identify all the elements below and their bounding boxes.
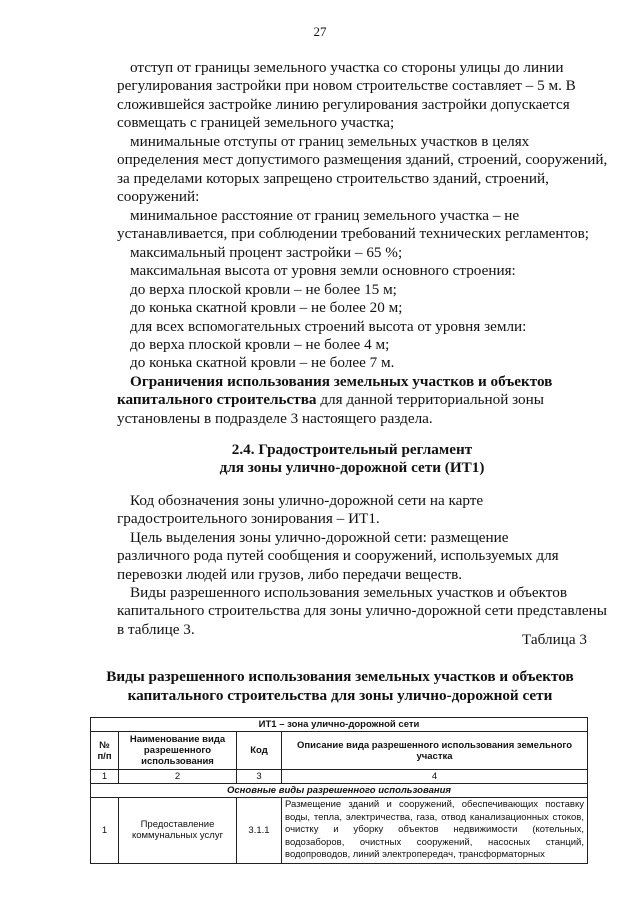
col-header-desc: Описание вида разрешенного использования земельного участка <box>282 732 588 770</box>
list-item: максимальный процент застройки – 65 %; <box>130 244 403 261</box>
column-index: 4 <box>282 770 588 784</box>
list-item: до верха плоской кровли – не более 4 м; <box>130 336 390 354</box>
text-line: регулирования застройки при новом строительстве составляет – 5 м. В <box>117 77 576 95</box>
text-line: устанавливается, при соблюдении требований технических регламентов; <box>117 225 589 243</box>
section-title-line: 2.4. Градостроительный регламент <box>231 441 473 458</box>
text-line: совмещать с границей земельного участка; <box>117 114 395 132</box>
text-line: установлены в подразделе 3 настоящего раздела. <box>117 409 433 427</box>
text-line: отступ от границы земельного участка со стороны улицы до линии <box>130 59 564 76</box>
paragraph-zone-goal <box>117 529 587 584</box>
text-line: за пределами которых запрещено строительство зданий, строений, <box>117 169 549 187</box>
table-title-line: капитального строительства для зоны улично-дорожной сети <box>127 687 553 704</box>
text-line: Виды разрешенного использования земельных участков и объектов <box>130 584 568 601</box>
zone-header: ИТ1 – зона улично-дорожной сети <box>91 718 588 732</box>
text-line: сооружений: <box>117 188 200 206</box>
list-item: до конька скатной кровли – не более 20 м; <box>130 299 403 317</box>
text-line: минимальное расстояние от границ земельного участка – не <box>130 207 520 224</box>
column-index: 3 <box>237 770 282 784</box>
section-heading <box>117 441 587 478</box>
list-item: до верха плоской кровли – не более 15 м; <box>130 280 397 298</box>
text-line: перевозки людей или грузов, либо передачи веществ. <box>117 565 463 583</box>
paragraph-use-types <box>117 584 607 639</box>
text-line: сложившейся застройке линию регулирования застройки допускается <box>117 95 570 113</box>
paragraph-min-distance <box>117 207 587 244</box>
text-line: минимальные отступы от границ земельных участков в целях <box>130 133 530 150</box>
section-title-line: для зоны улично-дорожной сети (ИТ1) <box>219 459 485 477</box>
list-item: до конька скатной кровли – не более 7 м. <box>130 354 395 372</box>
text-line: Цель выделения зоны улично-дорожной сети: размещение <box>130 529 509 546</box>
paragraph-setback <box>117 59 587 133</box>
row-number: 1 <box>91 798 119 864</box>
column-index: 2 <box>119 770 237 784</box>
table-title <box>80 667 600 705</box>
row-description: Размещение зданий и сооружений, обеспечивающих поставку воды, тепла, электричества, газа, отвод канализационных стоков, очистку и уборку объектов недвижимости (котельных, водозаборов, очистных сооружений, насосных станций, водопроводов, линий электропередач, трансформаторных <box>282 798 588 864</box>
row-code: 3.1.1 <box>237 798 282 864</box>
text-line: различного рода путей сообщения и сооружений, используемых для <box>117 547 559 565</box>
bold-phrase: капитального строительства <box>117 391 317 409</box>
row-use-name: Предоставление коммунальных услуг <box>119 798 237 864</box>
col-header-code: Код <box>237 732 282 770</box>
list-item: для всех вспомогательных строений высота от уровня земли: <box>130 317 527 335</box>
column-index: 1 <box>91 770 119 784</box>
table-label: Таблица 3 <box>522 631 587 648</box>
text-phrase: для данной территориальной зоны <box>316 391 544 409</box>
paragraph-min-setbacks <box>117 133 608 207</box>
table-row <box>91 798 588 864</box>
text-line: капитального строительства для зоны улично-дорожной сети представлены <box>117 602 607 620</box>
text-line: Ограничения использования земельных участков и объектов <box>130 373 553 390</box>
col-header-name: Наименование вида разрешенного использования <box>119 732 237 770</box>
text-line: градостроительного зонирования – ИТ1. <box>117 510 380 528</box>
paragraph-restrictions <box>117 373 587 428</box>
regulation-table <box>90 717 588 864</box>
table-title-line: Виды разрешенного использования земельных участков и объектов <box>106 668 574 685</box>
page-number: 27 <box>313 24 327 39</box>
col-header-num: № п/п <box>91 732 119 770</box>
table-subheader: Основные виды разрешенного использования <box>91 784 588 798</box>
text-line: Код обозначения зоны улично-дорожной сети на карте <box>130 492 484 509</box>
paragraph-zone-code <box>117 492 587 529</box>
text-line: в таблице 3. <box>117 620 195 638</box>
text-line: определения мест допустимого размещения зданий, строений, сооружений, <box>117 151 608 169</box>
list-item: максимальная высота от уровня земли основного строения: <box>130 262 516 280</box>
parameter-list <box>117 244 587 373</box>
